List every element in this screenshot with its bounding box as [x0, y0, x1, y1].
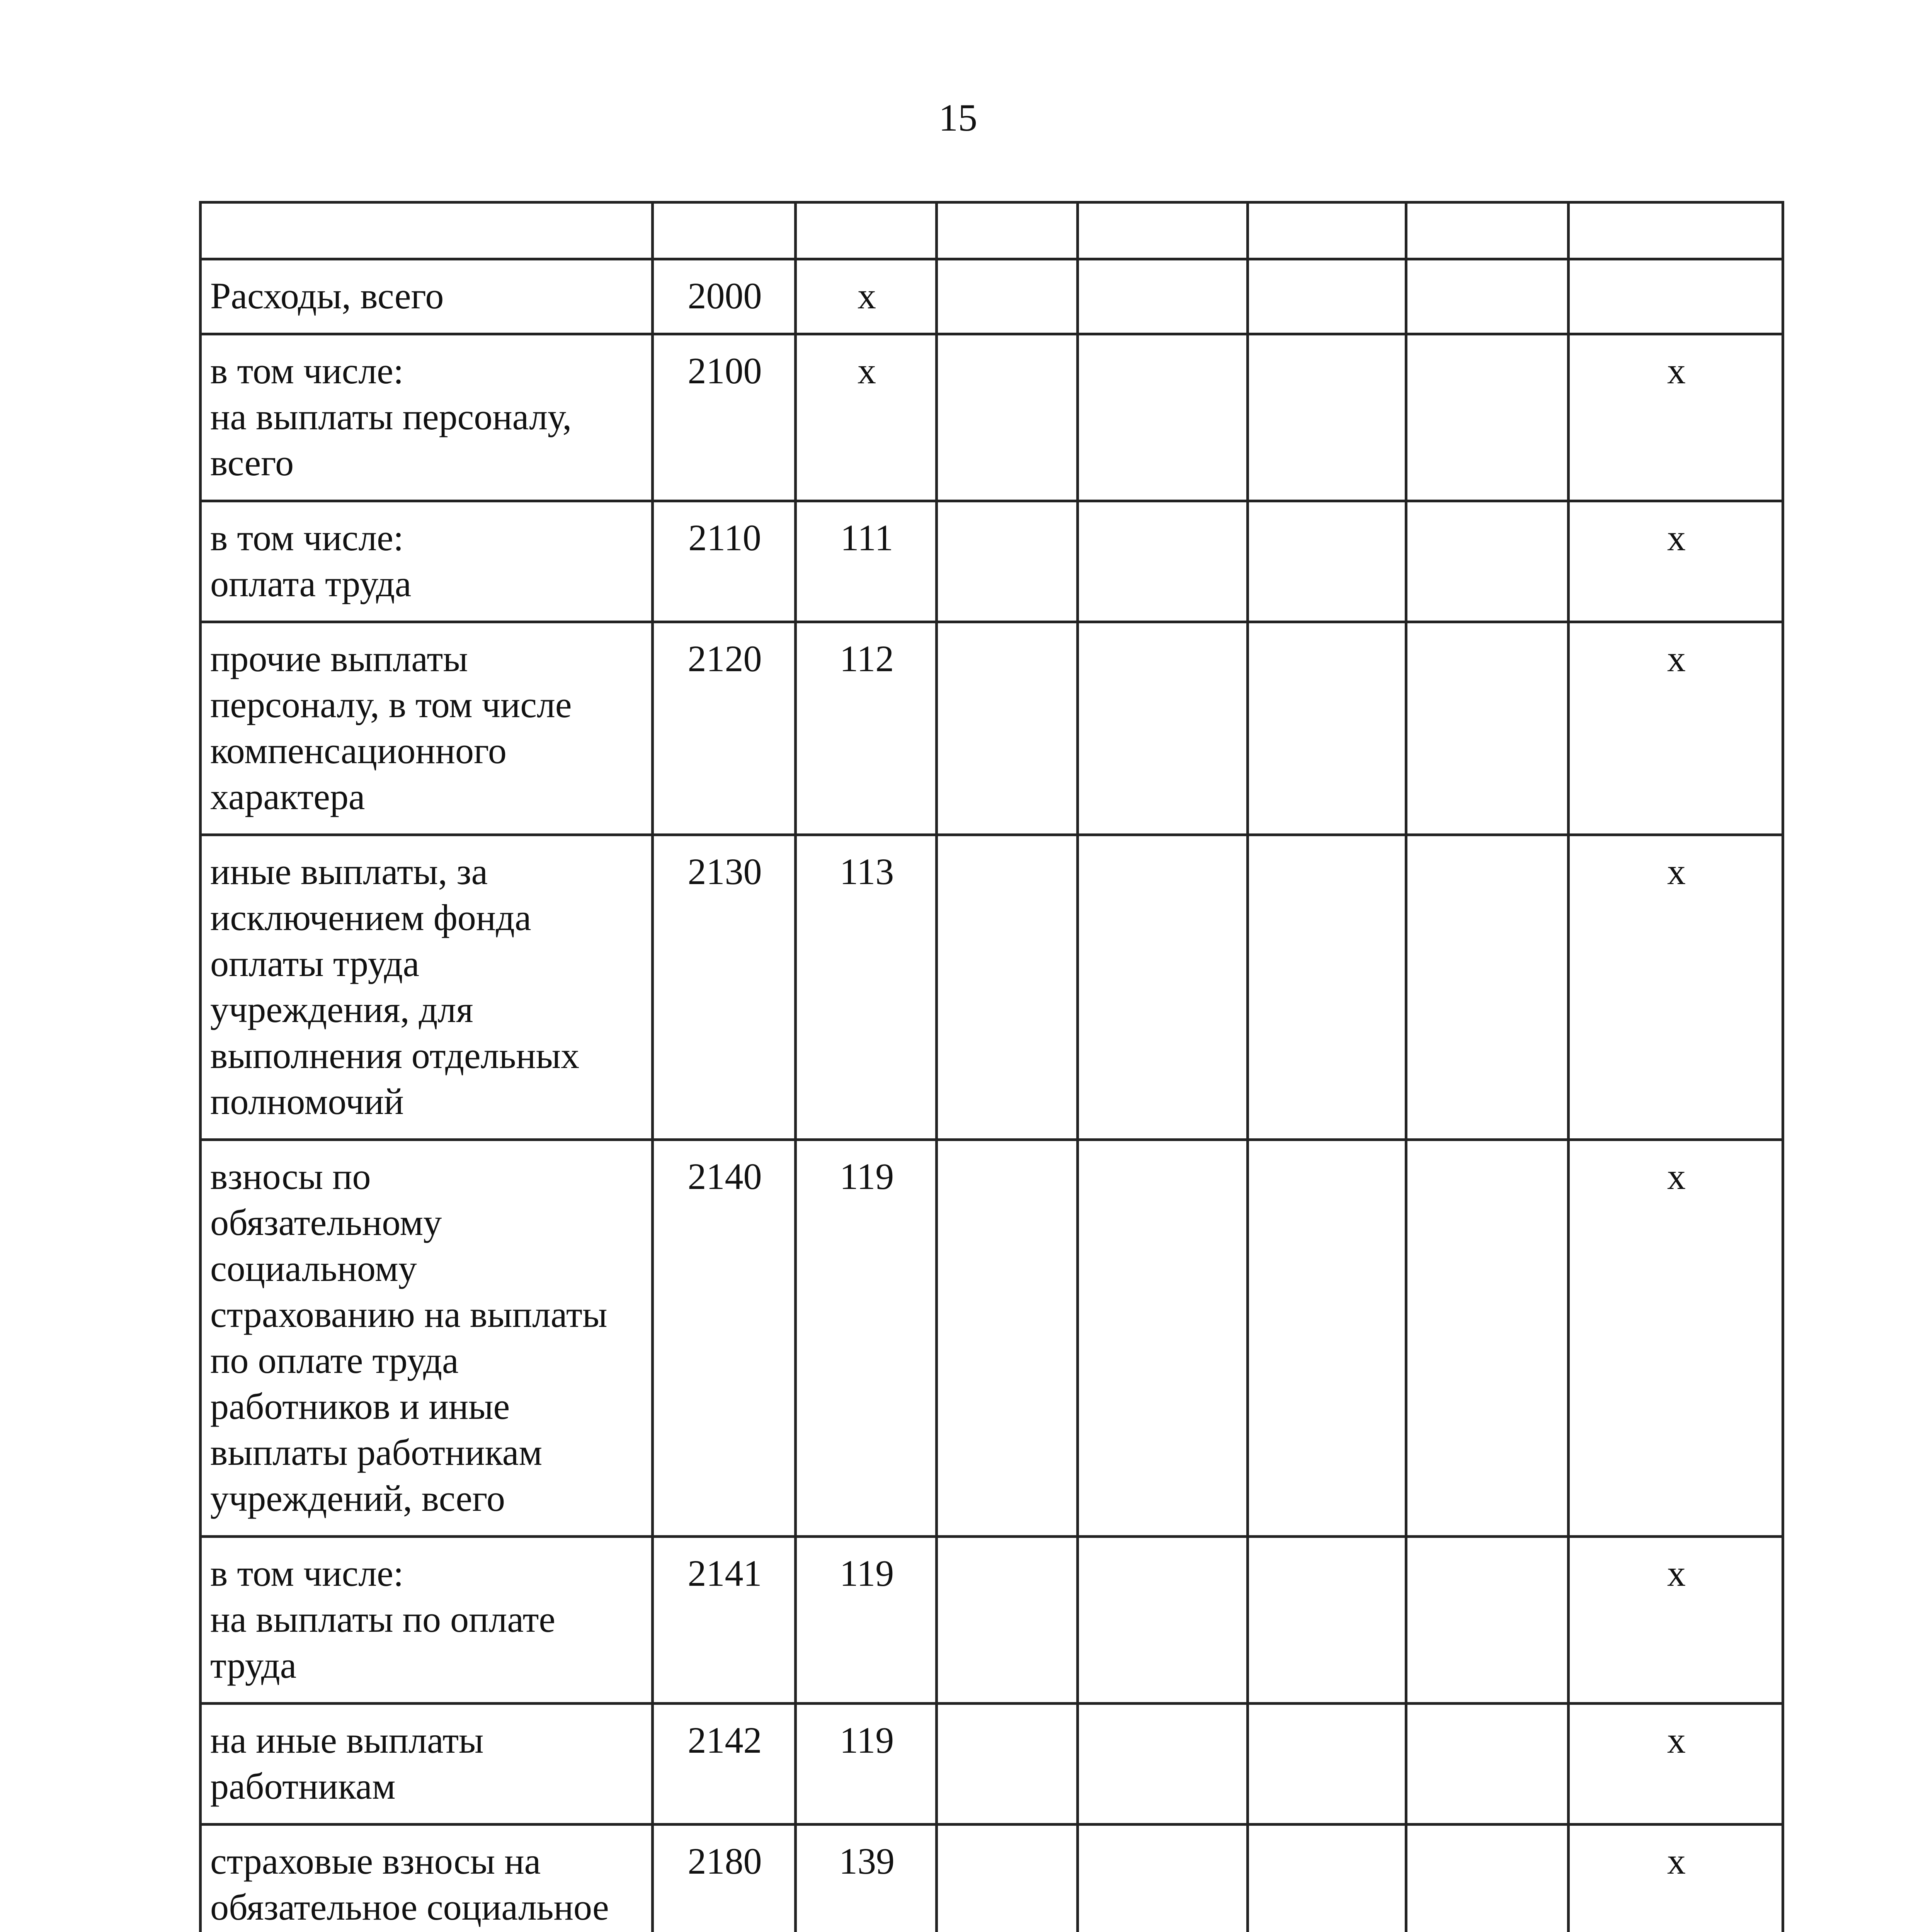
row-code-cell: 2100 — [653, 334, 796, 501]
header-cell — [653, 202, 796, 259]
row-name-cell: в том числе: оплата труда — [201, 501, 653, 622]
empty-cell — [937, 1140, 1078, 1537]
empty-cell — [1248, 334, 1406, 501]
empty-cell — [1248, 835, 1406, 1140]
empty-cell — [937, 259, 1078, 334]
row-name-cell: прочие выплаты персоналу, в том числе компенсационного характера — [201, 622, 653, 835]
empty-cell — [1078, 334, 1248, 501]
row-mark-cell: x — [1569, 1140, 1783, 1537]
row-code-cell: 2000 — [653, 259, 796, 334]
empty-cell — [937, 622, 1078, 835]
row-code-cell: 2140 — [653, 1140, 796, 1537]
row-kbk-cell: x — [796, 259, 937, 334]
row-code-cell: 2130 — [653, 835, 796, 1140]
empty-cell — [1406, 1825, 1569, 1932]
empty-cell — [1248, 1704, 1406, 1825]
page-number: 15 — [939, 96, 977, 139]
row-code-cell: 2110 — [653, 501, 796, 622]
header-cell — [1248, 202, 1406, 259]
table-row — [201, 1825, 1783, 1932]
empty-cell — [1248, 259, 1406, 334]
row-kbk-cell: 113 — [796, 835, 937, 1140]
row-code-cell: 2142 — [653, 1704, 796, 1825]
empty-cell — [1078, 1825, 1248, 1932]
empty-cell — [937, 1825, 1078, 1932]
empty-cell — [1078, 1704, 1248, 1825]
table-row — [201, 334, 1783, 501]
row-mark-cell: x — [1569, 1704, 1783, 1825]
header-cell — [796, 202, 937, 259]
empty-cell — [937, 1704, 1078, 1825]
empty-cell — [937, 835, 1078, 1140]
empty-cell — [1078, 501, 1248, 622]
empty-cell — [1406, 1140, 1569, 1537]
header-cell — [1406, 202, 1569, 259]
row-name-cell: Расходы, всего — [201, 259, 653, 334]
empty-cell — [1406, 334, 1569, 501]
table-row — [201, 501, 1783, 622]
table-row — [201, 622, 1783, 835]
table-row — [201, 259, 1783, 334]
row-mark-cell: x — [1569, 1825, 1783, 1932]
empty-cell — [937, 334, 1078, 501]
empty-cell — [1406, 1704, 1569, 1825]
header-cell — [1078, 202, 1248, 259]
row-kbk-cell: 119 — [796, 1140, 937, 1537]
empty-cell — [937, 501, 1078, 622]
row-mark-cell: x — [1569, 501, 1783, 622]
empty-cell — [1248, 622, 1406, 835]
table-header-row — [201, 202, 1783, 259]
budget-expenses-table — [199, 201, 1784, 1932]
row-kbk-cell: 111 — [796, 501, 937, 622]
row-name-cell: взносы по обязательному социальному страхованию на выплаты по оплате труда работников и иные выплаты работникам учреждений, всего — [201, 1140, 653, 1537]
header-cell — [1569, 202, 1783, 259]
table-row — [201, 835, 1783, 1140]
empty-cell — [1406, 622, 1569, 835]
row-kbk-cell: 112 — [796, 622, 937, 835]
table-row — [201, 1537, 1783, 1704]
row-name-cell: иные выплаты, за исключением фонда оплаты труда учреждения, для выполнения отдельных полномочий — [201, 835, 653, 1140]
row-kbk-cell: 119 — [796, 1537, 937, 1704]
row-code-cell: 2141 — [653, 1537, 796, 1704]
empty-cell — [1248, 501, 1406, 622]
table-row — [201, 1704, 1783, 1825]
empty-cell — [1406, 1537, 1569, 1704]
empty-cell — [1078, 1140, 1248, 1537]
empty-cell — [1406, 835, 1569, 1140]
row-name-cell: в том числе: на выплаты по оплате труда — [201, 1537, 653, 1704]
row-kbk-cell: 119 — [796, 1704, 937, 1825]
row-mark-cell: x — [1569, 835, 1783, 1140]
row-code-cell: 2180 — [653, 1825, 796, 1932]
row-name-cell: на иные выплаты работникам — [201, 1704, 653, 1825]
empty-cell — [1078, 259, 1248, 334]
row-kbk-cell: x — [796, 334, 937, 501]
header-cell — [201, 202, 653, 259]
row-name-cell: страховые взносы на обязательное социальное — [201, 1825, 653, 1932]
row-mark-cell — [1569, 259, 1783, 334]
row-mark-cell: x — [1569, 334, 1783, 501]
empty-cell — [1406, 501, 1569, 622]
header-cell — [937, 202, 1078, 259]
empty-cell — [1078, 622, 1248, 835]
row-mark-cell: x — [1569, 1537, 1783, 1704]
table-row — [201, 1140, 1783, 1537]
row-code-cell: 2120 — [653, 622, 796, 835]
empty-cell — [1406, 259, 1569, 334]
empty-cell — [1248, 1537, 1406, 1704]
empty-cell — [1078, 1537, 1248, 1704]
row-kbk-cell: 139 — [796, 1825, 937, 1932]
empty-cell — [937, 1537, 1078, 1704]
empty-cell — [1248, 1825, 1406, 1932]
empty-cell — [1078, 835, 1248, 1140]
empty-cell — [1248, 1140, 1406, 1537]
row-name-cell: в том числе: на выплаты персоналу, всего — [201, 334, 653, 501]
row-mark-cell: x — [1569, 622, 1783, 835]
